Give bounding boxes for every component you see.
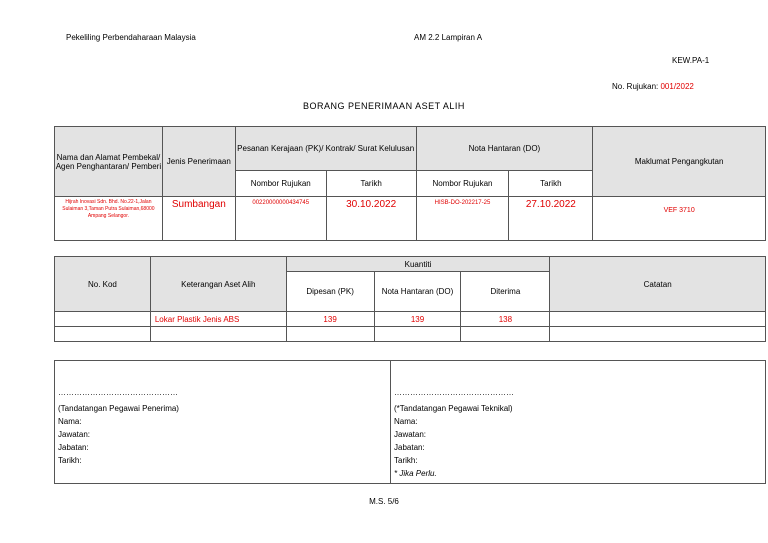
received-header: Diterima: [461, 272, 550, 312]
empty-cell: [286, 327, 374, 342]
ordered-qty: 139: [286, 312, 374, 327]
asset-description: Lokar Plastik Jenis ABS: [150, 312, 286, 327]
table-row: [55, 327, 766, 342]
asset-table: [54, 256, 766, 342]
received-qty: 138: [461, 312, 550, 327]
date-label: Tarikh:: [394, 456, 418, 465]
description-header: Keterangan Aset Alih: [150, 257, 286, 312]
asset-notes: [550, 312, 766, 327]
reference-value: 001/2022: [660, 82, 694, 91]
transport-header: Maklumat Pengangkutan: [593, 127, 766, 197]
ordered-header: Dipesan (PK): [286, 272, 374, 312]
position-label: Jawatan:: [58, 430, 91, 439]
order-ref: 00220000000434745: [235, 197, 326, 241]
delivery-note-header: Nota Hantaran (DO): [416, 127, 593, 171]
delivery-date: 27.10.2022: [509, 197, 593, 241]
page-number: M.S. 5/6: [369, 497, 399, 506]
quantity-header: Kuantiti: [286, 257, 550, 272]
name-label: Nama:: [394, 417, 418, 426]
form-title: BORANG PENERIMAAN ASET ALIH: [303, 101, 465, 111]
reference-number: [612, 82, 694, 91]
receiver-title: (Tandatangan Pegawai Penerima): [58, 404, 179, 413]
empty-cell: [550, 327, 766, 342]
asset-code: [55, 312, 151, 327]
footnote: * Jika Perlu.: [394, 469, 437, 478]
order-ref-header: Nombor Rujukan: [235, 171, 326, 197]
signature-line: ………………………………………: [394, 388, 514, 397]
signature-box: [54, 360, 766, 484]
signature-line: ………………………………………: [58, 388, 178, 397]
document-source: Pekeliling Perbendaharaan Malaysia: [66, 33, 196, 42]
supplier-address: Hijrah Inovasi Sdn. Bhd. No.22-1,Jalan Sulaiman 3,Taman Putra Sulaiman,68000 Ampang Selangor.: [55, 197, 163, 241]
supplier-table: [54, 126, 766, 241]
do-qty-header: Nota Hantaran (DO): [374, 272, 461, 312]
transport-info: VEF 3710: [593, 197, 766, 241]
empty-cell: [150, 327, 286, 342]
receiver-signature: [55, 361, 391, 483]
delivery-ref: HISB-DO-202217-25: [416, 197, 509, 241]
receipt-type: Sumbangan: [162, 197, 235, 241]
empty-cell: [461, 327, 550, 342]
name-label: Nama:: [58, 417, 82, 426]
do-qty: 139: [374, 312, 461, 327]
department-label: Jabatan:: [58, 443, 89, 452]
notes-header: Catatan: [550, 257, 766, 312]
supplier-header: Nama dan Alamat Pembekal/ Agen Penghantaran/ Pemberi: [55, 127, 163, 197]
order-date-header: Tarikh: [326, 171, 416, 197]
delivery-ref-header: Nombor Rujukan: [416, 171, 509, 197]
technical-title: (*Tandatangan Pegawai Teknikal): [394, 404, 513, 413]
position-label: Jawatan:: [394, 430, 427, 439]
form-code: KEW.PA-1: [672, 56, 710, 65]
empty-cell: [55, 327, 151, 342]
date-label: Tarikh:: [58, 456, 82, 465]
reference-label: No. Rujukan:: [612, 82, 659, 91]
appendix-label: AM 2.2 Lampiran A: [414, 33, 483, 42]
table-row: [55, 312, 766, 327]
technical-signature: [390, 361, 765, 483]
empty-cell: [374, 327, 461, 342]
delivery-date-header: Tarikh: [509, 171, 593, 197]
order-header: Pesanan Kerajaan (PK)/ Kontrak/ Surat Kelulusan: [235, 127, 416, 171]
department-label: Jabatan:: [394, 443, 425, 452]
receipt-type-header: Jenis Penerimaan: [162, 127, 235, 197]
order-date: 30.10.2022: [326, 197, 416, 241]
code-header: No. Kod: [55, 257, 151, 312]
